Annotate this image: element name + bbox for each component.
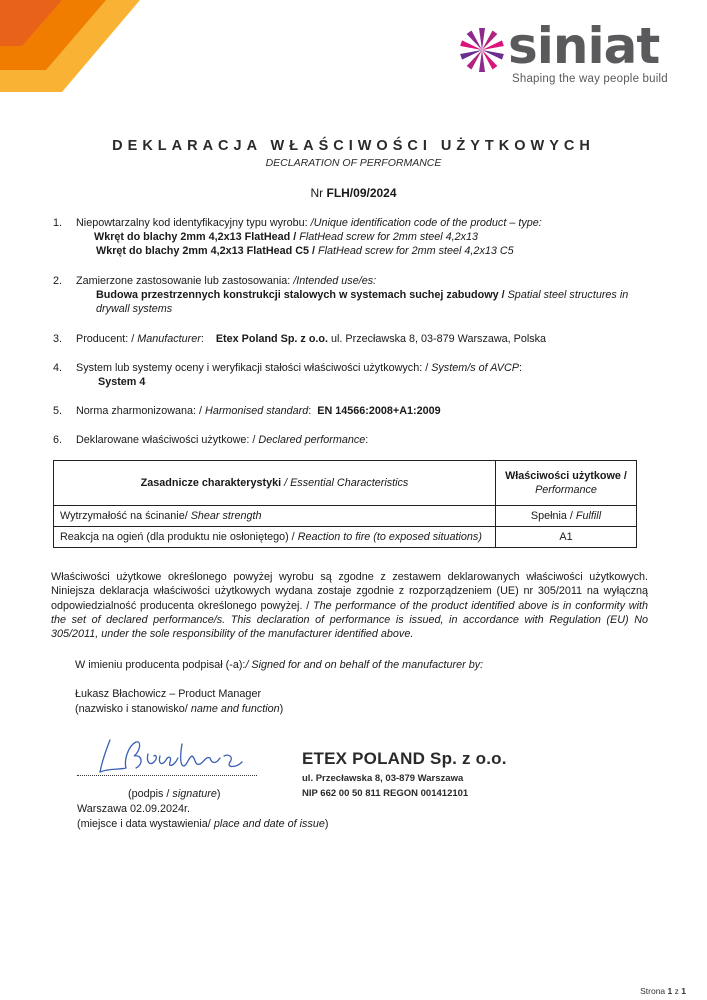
place-date-label: (miejsce i data wystawienia/ place and date of issue) <box>77 818 329 830</box>
item-label: Niepowtarzalny kod identyfikacyjny typu wyrobu: <box>76 217 308 229</box>
item-label-en: /Intended use/es: <box>293 275 377 287</box>
avcp-system: System 4 <box>98 376 146 389</box>
company-stamp <box>302 748 507 801</box>
item-4: 4. System lub systemy oceny i weryfikacji stałości właściwości użytkowych: / System/s of AVCP: System 4 <box>53 362 523 389</box>
item-label: System lub systemy oceny i weryfikacji stałości właściwości użytkowych: / <box>76 362 429 374</box>
item-number: 4. <box>53 362 63 374</box>
signer-name: Łukasz Błachowicz – Product Manager <box>75 688 262 700</box>
manufacturer-address: ul. Przecławska 8, 03-879 Warszawa, Polska <box>331 333 547 345</box>
table-cell-performance: A1 <box>496 527 637 548</box>
siniat-star-icon <box>456 24 508 76</box>
item-number: 5. <box>53 405 63 417</box>
item-6: 6. Deklarowane właściwości użytkowe: / Declared performance: <box>53 434 369 446</box>
page-footer: Strona 1 z 1 <box>640 986 686 996</box>
signed-on-behalf: W imieniu producenta podpisał (-a):/ Signed for and on behalf of the manufacturer by: <box>75 659 484 671</box>
product-1-name: Wkręt do blachy 2mm 4,2x13 FlatHead / <box>94 231 297 244</box>
intended-use-en: Spatial steel structures in drywall systems <box>96 289 629 316</box>
number-prefix: Nr <box>310 186 324 200</box>
item-number: 2. <box>53 275 63 287</box>
item-label: Producent: / <box>76 333 135 345</box>
performance-table <box>53 460 637 548</box>
manufacturer-name: Etex Poland Sp. z o.o. <box>215 333 329 345</box>
item-label: Norma zharmonizowana: / <box>76 405 203 417</box>
corner-decoration <box>0 0 140 92</box>
intended-use: Budowa przestrzennych konstrukcji stalowych w systemach suchej zabudowy / <box>96 289 505 302</box>
table-cell-characteristic: Wytrzymałość na ścinanie/ Shear strength <box>54 506 496 527</box>
stamp-company-name: ETEX POLAND Sp. z o.o. <box>302 749 507 768</box>
product-1-name-en: FlatHead screw for 2mm steel 4,2x13 <box>299 231 479 244</box>
item-label-en: /Unique identification code of the product – type: <box>310 217 542 229</box>
product-2-name: Wkręt do blachy 2mm 4,2x13 FlatHead C5 / <box>96 245 316 258</box>
header-performance: Właściwości użytkowe / Performance <box>496 461 637 506</box>
item-label-en: System/s of AVCP <box>431 362 520 374</box>
brand-name: siniat <box>508 17 660 75</box>
item-2 <box>53 274 653 316</box>
stamp-ids: NIP 662 00 50 811 REGON 001412101 <box>302 788 469 800</box>
signature-label: (podpis / signature) <box>128 788 221 800</box>
table-header-row <box>54 461 637 506</box>
harmonised-standard: EN 14566:2008+A1:2009 <box>317 405 441 417</box>
document-number <box>0 186 707 202</box>
conformity-statement: Właściwości użytkowe określonego powyżej wyrobu są zgodne z zestawem deklarowanych właściwości użytkowych. Niniejsza deklaracja właściwości użytkowych wydana zostaje zgodnie z rozporządzeniem (UE) nr 305/2011 na wyłączną odpowiedzialność producenta określonego powyżej. / The performance of the product identified above is in conformity with the set of declared performance/s. This declaration of performance is issued, in accordance with Regulation (EU) No 305/2011, under the sole responsibility of the manufacturer identified above. <box>51 571 649 641</box>
item-label: Zamierzone zastosowanie lub zastosowania: <box>76 275 291 287</box>
product-2-name-en: FlatHead screw for 2mm steel 4,2x13 C5 <box>318 245 514 258</box>
document-title: DEKLARACJA WŁAŚCIWOŚCI UŻYTKOWYCH <box>112 138 595 154</box>
siniat-logo <box>456 18 676 90</box>
signature-line <box>77 775 257 776</box>
handwritten-signature <box>96 734 256 780</box>
item-number: 3. <box>53 333 63 345</box>
table-row <box>54 527 637 548</box>
item-3: 3. Producent: / Manufacturer: Etex Poland Sp. z o.o. ul. Przecławska 8, 03-879 Warszawa, Polska <box>53 333 547 345</box>
item-label-en: Manufacturer <box>137 333 201 345</box>
table-row <box>54 506 637 527</box>
item-5: 5. Norma zharmonizowana: / Harmonised standard: EN 14566:2008+A1:2009 <box>53 405 441 417</box>
stamp-address: ul. Przecławska 8, 03-879 Warszawa <box>302 773 464 785</box>
brand-tagline: Shaping the way people build <box>512 73 668 85</box>
table-cell-characteristic: Reakcja na ogień (dla produktu nie osłoniętego) / Reaction to fire (to exposed situations) <box>54 527 496 548</box>
item-number: 1. <box>53 217 63 229</box>
signer-role-label: (nazwisko i stanowisko/ name and function) <box>75 703 284 715</box>
place-and-date: Warszawa 02.09.2024r. <box>77 803 191 815</box>
item-number: 6. <box>53 434 63 446</box>
header-essential-characteristics: Zasadnicze charakterystyki / Essential Characteristics <box>54 461 496 506</box>
item-label-en: Declared performance <box>258 434 366 446</box>
item-label-en: Harmonised standard <box>205 405 309 417</box>
document-subtitle: DECLARATION OF PERFORMANCE <box>265 157 442 169</box>
table-cell-performance: Spełnia / Fulfill <box>496 506 637 527</box>
item-label: Deklarowane właściwości użytkowe: / <box>76 434 256 446</box>
item-1 <box>53 216 653 258</box>
number-value: FLH/09/2024 <box>326 186 397 200</box>
